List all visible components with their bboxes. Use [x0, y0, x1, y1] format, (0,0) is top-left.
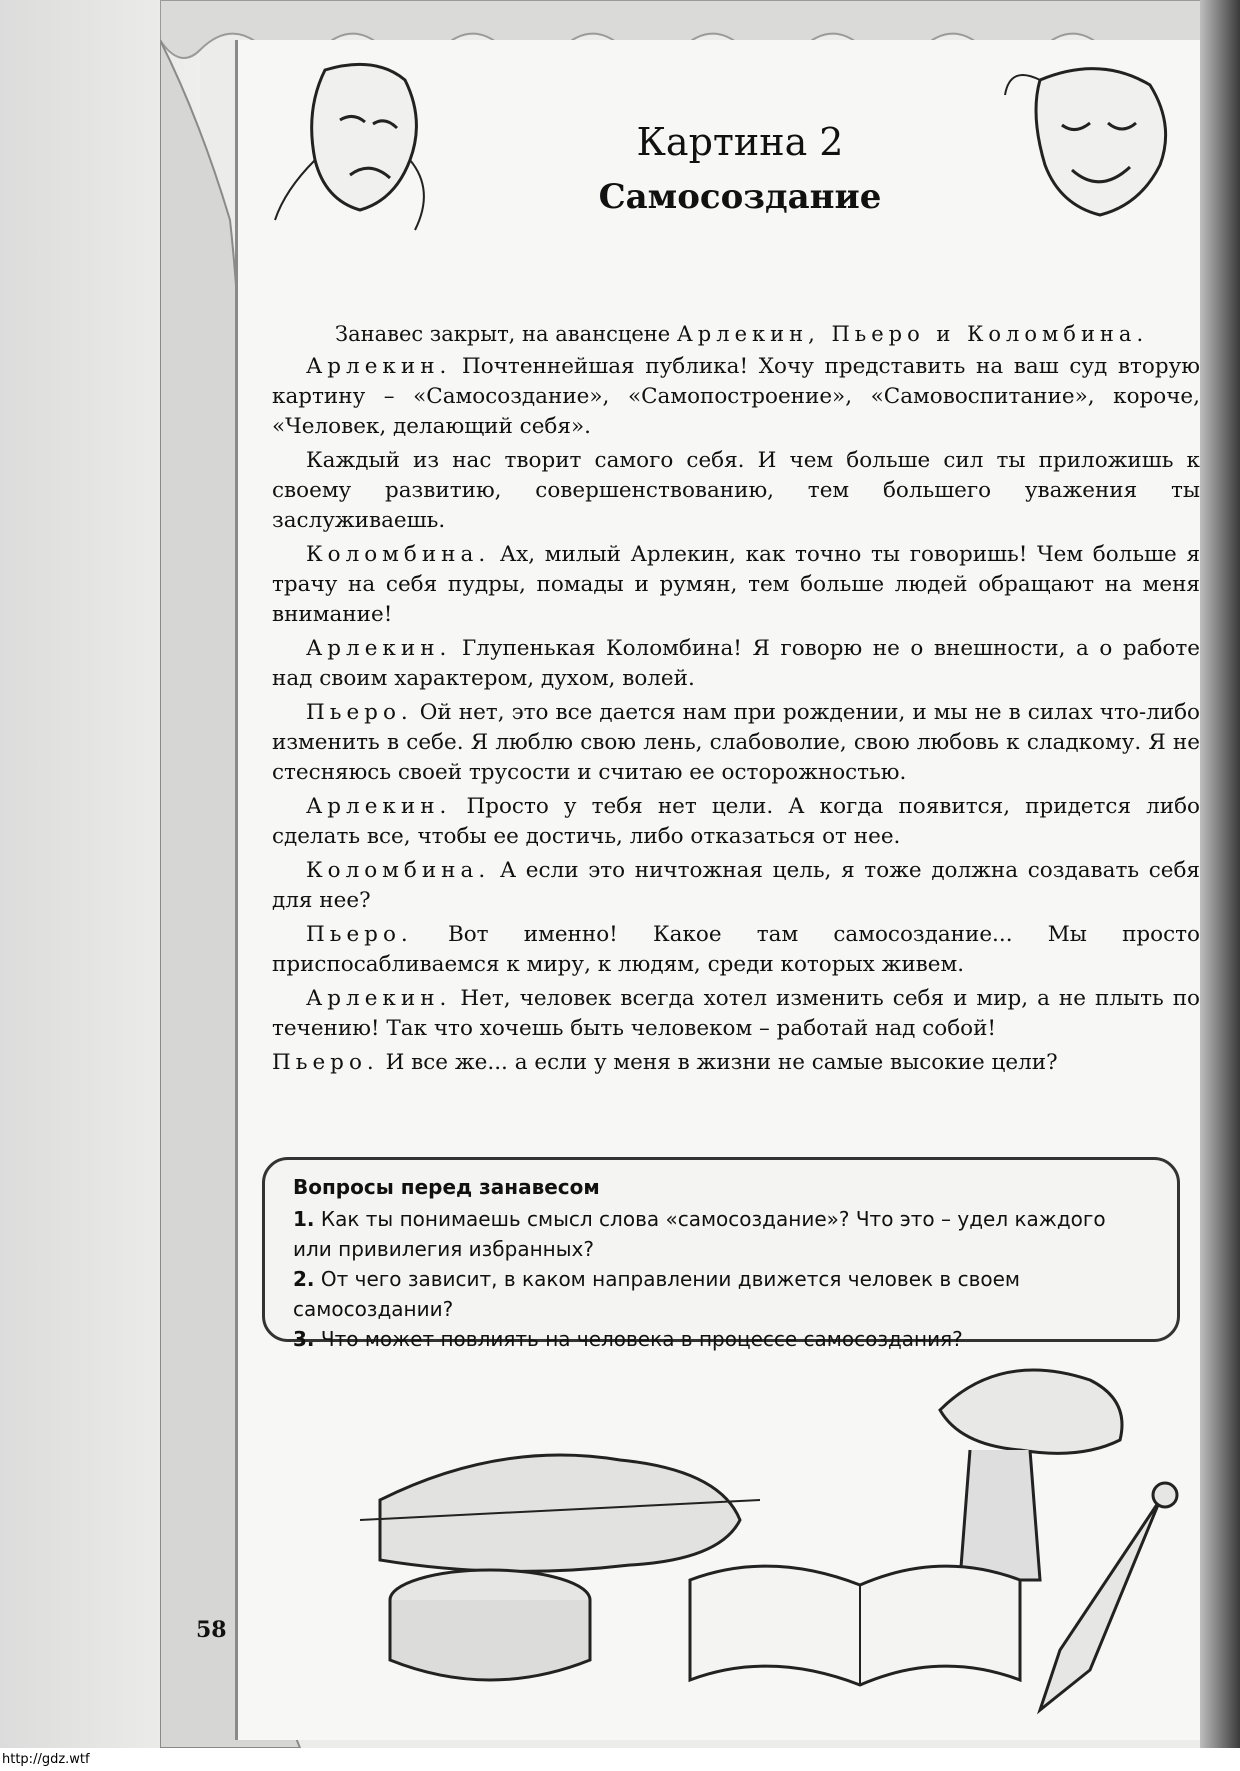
- question-text: Как ты понимаешь смысл слова «самосоздание»? Что это – удел каждого или привилегия избранных?: [293, 1207, 1106, 1261]
- drum-icon: [390, 1570, 590, 1680]
- speaker: Арлекин.: [306, 986, 452, 1011]
- scene-heading: [560, 120, 920, 220]
- comedy-mask-icon: [1000, 55, 1200, 230]
- tragedy-mask-icon: [265, 50, 455, 240]
- stage-direction-text: Занавес закрыт, на авансцене: [335, 322, 671, 346]
- footer-bar: [0, 1748, 1240, 1771]
- stage-direction: [335, 320, 1165, 348]
- speaker: Коломбина.: [306, 542, 491, 567]
- line-text: Просто у тебя нет цели. А когда появится, придется либо сделать все, чтобы ее достичь, либо отказаться от нее.: [272, 794, 1200, 849]
- dialogue-line: [272, 856, 1200, 916]
- dialogue-line: [272, 540, 1200, 630]
- question-number: 1.: [293, 1207, 315, 1231]
- scene-subtitle: Самосоздание: [598, 177, 882, 217]
- cocked-hat-icon: [940, 1370, 1122, 1580]
- stage-direction-characters: Арлекин, Пьеро и Коломбина.: [676, 322, 1149, 346]
- dialogue-line: [272, 698, 1200, 788]
- line-text: Вот именно! Какое там самосоздание... Мы просто приспосабливаемся к миру, к людям, среди которых живем.: [272, 922, 1200, 977]
- line-text: И все же... а если у меня в жизни не самые высокие цели?: [385, 1050, 1058, 1075]
- line-text: Ой нет, это все дается нам при рождении, и мы не в силах что-либо изменить в себе. Я люблю свою лень, слабоволие, свою любовь к сладкому. Я не стесняюсь своей трусости и считаю ее осторожностью.: [272, 700, 1200, 785]
- play-dialogue: [272, 352, 1200, 1082]
- question-item: [293, 1264, 1149, 1324]
- paddle-icon: [1040, 1483, 1177, 1710]
- speaker: Пьеро.: [272, 1050, 379, 1075]
- question-text: От чего зависит, в каком направлении движется человек в своем самосоздании?: [293, 1267, 1020, 1321]
- questions-title: Вопросы перед занавесом: [293, 1175, 600, 1199]
- question-number: 2.: [293, 1267, 315, 1291]
- scene-title: Картина 2: [636, 120, 844, 164]
- open-book-icon: [690, 1566, 1020, 1685]
- line-text: А если это ничтожная цель, я тоже должна создавать себя для нее?: [272, 858, 1200, 913]
- dialogue-line: [272, 1048, 1200, 1078]
- dialogue-line: [272, 792, 1200, 852]
- question-number: 3.: [293, 1327, 315, 1351]
- dialogue-line: [272, 920, 1200, 980]
- dialogue-line: [272, 352, 1200, 442]
- line-text: Каждый из нас творит самого себя. И чем больше сил ты приложишь к своему развитию, совершенствованию, тем большего уважения ты заслуживаешь.: [272, 448, 1200, 533]
- still-life-illustration: [300, 1350, 1200, 1740]
- speaker: Арлекин.: [306, 636, 452, 661]
- question-text: Что может повлиять на человека в процессе самосоздания?: [320, 1327, 963, 1351]
- line-text: Ах, милый Арлекин, как точно ты говоришь! Чем больше я трачу на себя пудры, помады и румян, тем больше людей обращают на меня внимание!: [272, 542, 1201, 627]
- page-number: 58: [196, 1617, 227, 1643]
- speaker: Пьеро.: [306, 700, 413, 725]
- speaker: Коломбина.: [306, 858, 491, 883]
- line-text: Нет, человек всегда хотел изменить себя и мир, а не плыть по течению! Так что хочешь быть человеком – работай над собой!: [272, 986, 1200, 1041]
- speaker: Арлекин.: [306, 354, 452, 379]
- speaker: Пьеро.: [306, 922, 413, 947]
- page-edge-shadow: [1200, 0, 1240, 1748]
- dialogue-line: [272, 634, 1200, 694]
- questions-box: [262, 1157, 1180, 1351]
- line-text: Глупенькая Коломбина! Я говорю не о внешности, а о работе над своим характером, духом, волей.: [272, 636, 1200, 691]
- source-link[interactable]: http://gdz.wtf: [2, 1752, 90, 1767]
- speaker: Арлекин.: [306, 794, 452, 819]
- violin-icon: [360, 1455, 760, 1571]
- question-item: [293, 1204, 1149, 1264]
- dialogue-line: [272, 446, 1200, 536]
- line-text: Почтеннейшая публика! Хочу представить на ваш суд вторую картину – «Самосоздание», «Самопостроение», «Самовоспитание», короче, «Человек, делающий себя».: [272, 354, 1200, 439]
- dialogue-line: [272, 984, 1200, 1044]
